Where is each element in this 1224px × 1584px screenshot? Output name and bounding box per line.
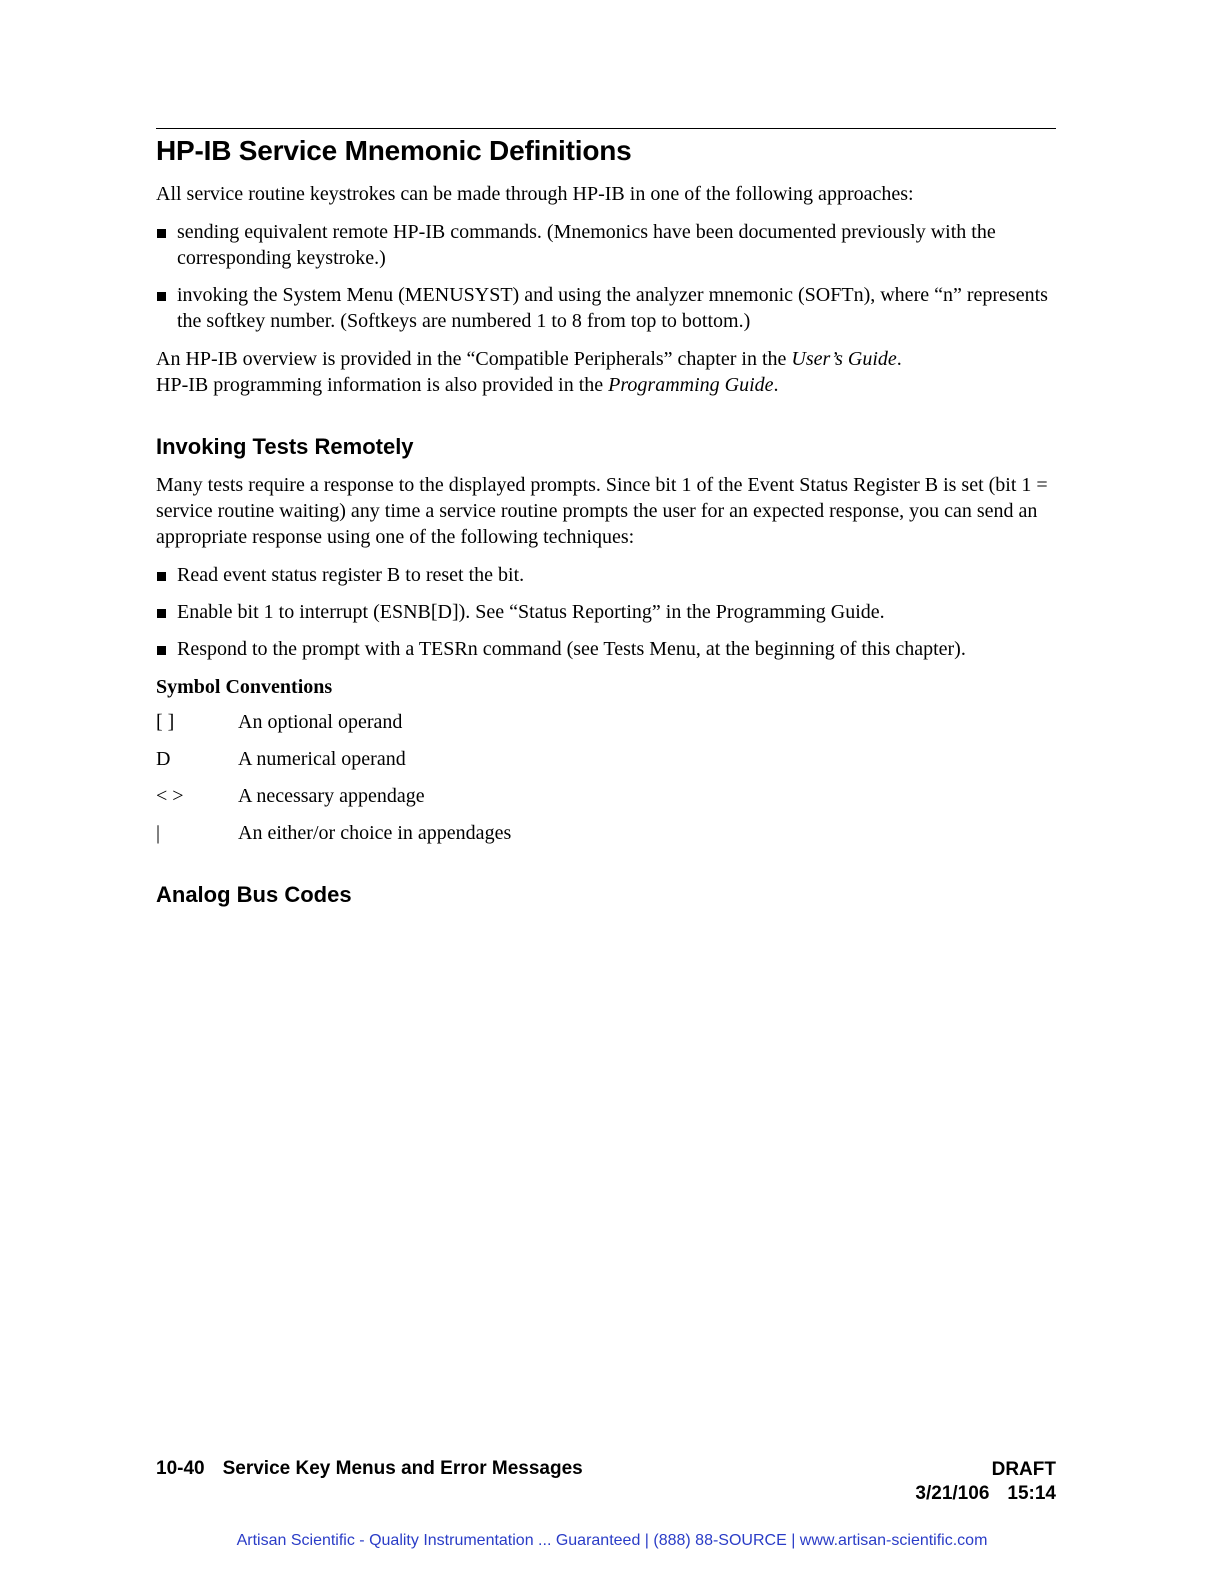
symbol-row: [156, 783, 1056, 809]
page-content: [156, 128, 1056, 920]
list-item: sending equivalent remote HP-IB commands. (Mnemonics have been documented previously with the corresponding keystroke.): [156, 219, 1056, 271]
draft-time: 15:14: [1007, 1483, 1056, 1504]
symbol: D: [156, 748, 171, 770]
list-item: invoking the System Menu (MENUSYST) and using the analyzer mnemonic (SOFTn), where “n” represents the softkey number. (Softkeys are numbered 1 to 8 from top to bottom.): [156, 282, 1056, 334]
bullet-icon: [157, 229, 166, 238]
footer-draft-info: [915, 1458, 1056, 1506]
page-title: HP-IB Service Mnemonic Definitions: [156, 135, 632, 166]
chapter-title: Service Key Menus and Error Messages: [222, 1458, 583, 1479]
programming-guide-reference: Programming Guide: [608, 374, 774, 396]
users-guide-reference: User’s Guide: [791, 348, 897, 370]
symbol-row: [156, 746, 1056, 772]
symbol: < >: [156, 785, 184, 807]
analog-bus-codes-heading: Analog Bus Codes: [156, 882, 352, 907]
watermark-link[interactable]: Artisan Scientific - Quality Instrumentation ... Guaranteed | (888) 88-SOURCE | www.artisan-scientific.com: [236, 1532, 988, 1549]
list-item: Read event status register B to reset the bit.: [156, 562, 1056, 588]
invoking-tests-heading: Invoking Tests Remotely: [156, 434, 414, 459]
symbol-conventions-heading: Symbol Conventions: [156, 676, 333, 698]
page-number: 10-40: [156, 1458, 205, 1479]
symbol-meaning: An optional operand: [238, 711, 403, 733]
footer-page-info: [156, 1458, 583, 1480]
top-rule: [156, 128, 1056, 129]
symbol-row: [156, 709, 1056, 735]
techniques-list: [156, 562, 1056, 662]
symbol: [ ]: [156, 711, 175, 733]
list-item: Respond to the prompt with a TESRn command (see Tests Menu, at the beginning of this chapter).: [156, 636, 1056, 662]
symbol-meaning: A necessary appendage: [238, 785, 425, 807]
draft-label: DRAFT: [991, 1459, 1056, 1480]
symbol-meaning: An either/or choice in appendages: [238, 822, 512, 844]
bullet-icon: [157, 572, 166, 581]
approaches-list: [156, 219, 1056, 334]
intro-paragraph: All service routine keystrokes can be made through HP-IB in one of the following approaches:: [156, 183, 914, 205]
symbol-row: [156, 820, 1056, 846]
bullet-icon: [157, 292, 166, 301]
list-item: Enable bit 1 to interrupt (ESNB[D]). See “Status Reporting” in the Programming Guide.: [156, 599, 1056, 625]
symbol-conventions-table: [156, 709, 1056, 846]
invoking-paragraph: Many tests require a response to the displayed prompts. Since bit 1 of the Event Status Register B is set (bit 1 = service routine waiting) any time a service routine prompts the user for an expected response, you can send an appropriate response using one of the following techniques:: [156, 474, 1048, 548]
draft-date: 3/21/106: [915, 1483, 990, 1504]
overview-paragraph: An HP-IB overview is provided in the “Compatible Peripherals” chapter in the User’s Guide. HP-IB programming information is also provided in the Programming Guide.: [156, 348, 902, 396]
bullet-icon: [157, 609, 166, 618]
symbol-meaning: A numerical operand: [238, 748, 406, 770]
bullet-icon: [157, 646, 166, 655]
symbol: |: [156, 822, 161, 844]
